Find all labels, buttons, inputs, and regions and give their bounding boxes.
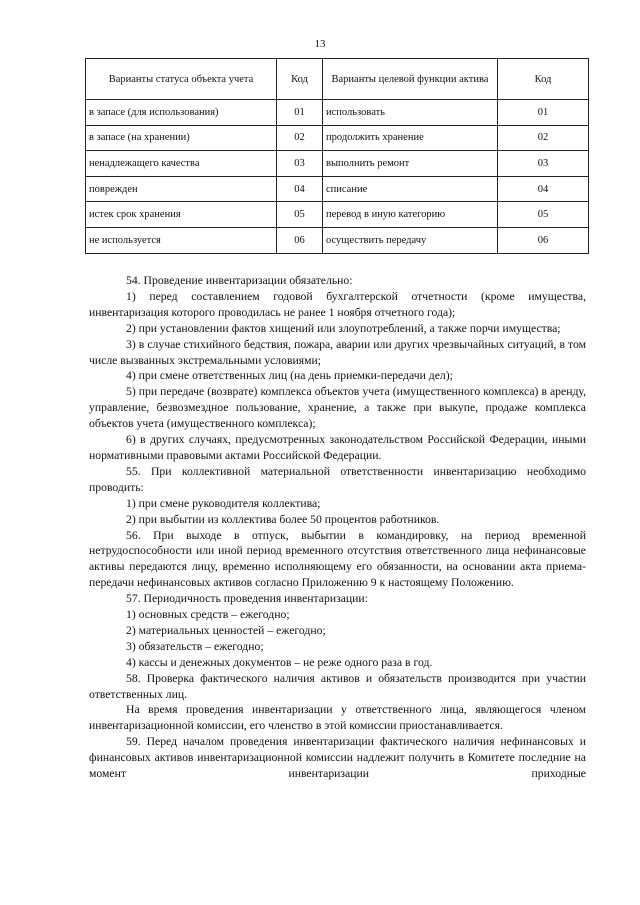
table-row [86, 227, 589, 253]
table-row [86, 125, 589, 151]
function-code-cell: 04 [498, 176, 589, 202]
paragraph-55-1: 1) при смене руководителя коллектива; [126, 496, 321, 510]
body-text [89, 273, 586, 782]
header-function-code: Код [498, 59, 589, 100]
status-code-cell: 01 [277, 100, 323, 126]
page-number: 13 [314, 38, 326, 50]
header-status-code: Код [277, 59, 323, 100]
function-code-cell: 06 [498, 227, 589, 253]
function-code-cell: 02 [498, 125, 589, 151]
paragraph-54-2: 2) при установлении фактов хищений или злоупотреблений, а также порчи имущества; [126, 321, 561, 335]
paragraph-58-note: На время проведения инвентаризации у ответственного лица, являющегося членом инвентаризационной комиссии, его членство в этой комиссии приостанавливается. [89, 703, 586, 733]
status-cell: поврежден [86, 176, 277, 202]
table-row [86, 151, 589, 177]
paragraph-54-1: 1) перед составлением годовой бухгалтерской отчетности (кроме имущества, инвентаризация которого проводилась не ранее 1 ноября отчетного года); [89, 289, 586, 319]
paragraph-55: 55. При коллективной материальной ответственности инвентаризацию необходимо проводить: [89, 464, 586, 494]
paragraph-57-3: 3) обязательств – ежегодно; [126, 639, 264, 653]
status-code-cell: 02 [277, 125, 323, 151]
function-cell: продолжить хранение [323, 125, 498, 151]
status-code-cell: 06 [277, 227, 323, 253]
paragraph-56: 56. При выходе в отпуск, выбытии в командировку, на период временной нетрудоспособности или иной период временного отсутствия ответственного лица нефинансовые активы передаются лицу, временно исполняющему его обязанности, на основании акта приема-передачи нефинансовых активов согласно Приложению 9 к настоящему Положению. [89, 528, 586, 590]
status-code-cell: 04 [277, 176, 323, 202]
status-cell: в запасе (для использования) [86, 100, 277, 126]
header-status: Варианты статуса объекта учета [86, 59, 277, 100]
paragraph-55-2: 2) при выбытии из коллектива более 50 процентов работников. [126, 512, 440, 526]
status-code-cell: 05 [277, 202, 323, 228]
status-cell: истек срок хранения [86, 202, 277, 228]
table-header-row [86, 59, 589, 100]
status-function-table [85, 58, 589, 254]
paragraph-54-3: 3) в случае стихийного бедствия, пожара, аварии или других чрезвычайных ситуаций, в том числе вызванных экстремальными условиями; [89, 337, 586, 367]
function-cell: перевод в иную категорию [323, 202, 498, 228]
function-cell: осуществить передачу [323, 227, 498, 253]
function-code-cell: 05 [498, 202, 589, 228]
table-row [86, 202, 589, 228]
header-function: Варианты целевой функции актива [323, 59, 498, 100]
status-cell: ненадлежащего качества [86, 151, 277, 177]
status-cell: в запасе (на хранении) [86, 125, 277, 151]
paragraph-54: 54. Проведение инвентаризации обязательно: [126, 274, 353, 287]
function-cell: использовать [323, 100, 498, 126]
paragraph-57-2: 2) материальных ценностей – ежегодно; [126, 623, 326, 637]
table-row [86, 176, 589, 202]
table-row [86, 100, 589, 126]
paragraph-54-4: 4) при смене ответственных лиц (на день приемки-передачи дел); [126, 369, 453, 383]
paragraph-54-6: 6) в других случаях, предусмотренных законодательством Российской Федерации, иными нормативными правовыми актами Российской Федерации. [89, 433, 586, 462]
paragraph-54-5: 5) при передаче (возврате) комплекса объектов учета (имущественного комплекса) в аренду, управление, безвозмездное пользование, хранение, а также при выкупе, продаже комплекса объектов учета (имущественного комплекса); [89, 385, 586, 431]
paragraph-57-1: 1) основных средств – ежегодно; [126, 608, 290, 622]
function-code-cell: 03 [498, 151, 589, 177]
status-cell: не используется [86, 227, 277, 253]
function-cell: выполнить ремонт [323, 151, 498, 177]
paragraph-57: 57. Периодичность проведения инвентаризации: [126, 592, 368, 606]
status-code-cell: 03 [277, 151, 323, 177]
paragraph-58: 58. Проверка фактического наличия активов и обязательств производится при участии ответственных лиц. [89, 671, 586, 701]
paragraph-59: 59. Перед началом проведения инвентаризации фактического наличия нефинансовых и финансовых активов инвентаризационной комиссии надлежит получить в Комитете последние на момент инвентаризации приходные [89, 735, 586, 781]
paragraph-57-4: 4) кассы и денежных документов – не реже одного раза в год. [126, 655, 433, 669]
function-code-cell: 01 [498, 100, 589, 126]
function-cell: списание [323, 176, 498, 202]
